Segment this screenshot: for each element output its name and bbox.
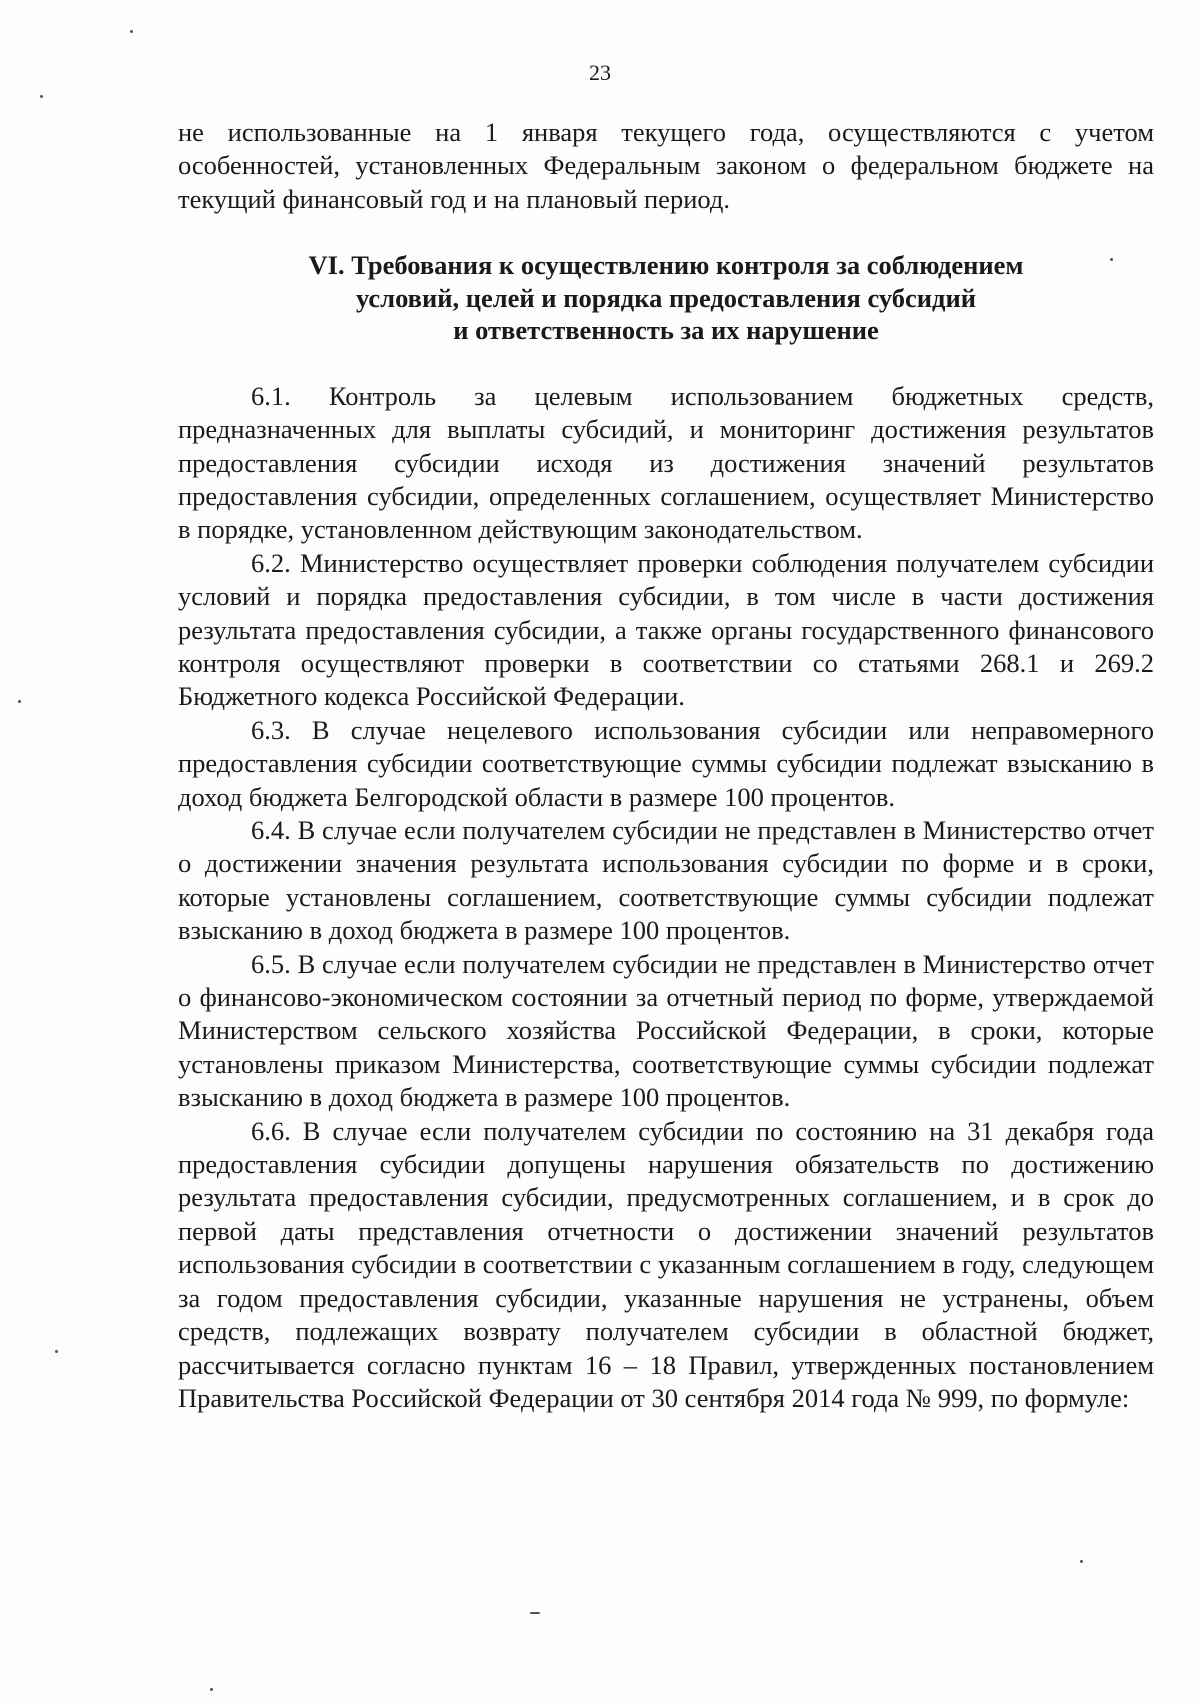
scan-speck: [1110, 258, 1113, 261]
scan-speck: [1080, 1560, 1083, 1563]
paragraph-6-6: 6.6. В случае если получателем субсидии по состоянию на 31 декабря года предоставления субсидии допущены нарушения обязательств по достижению результата предоставления субсидии, предусмотренных соглашением, и в срок до первой даты представления отчетности о достижении значений результатов использования субсидии в соответствии с указанным соглашением в году, следующем за годом предоставления субсидии, указанные нарушения не устранены, объем средств, подлежащих возврату получателем субсидии в областной бюджет, рассчитывается согласно пунктам 16 – 18 Правил, утвержденных постановлением Правительства Российской Федерации от 30 сентября 2014 года № 999, по формуле:: [178, 1115, 1154, 1413]
paragraph-6-1: 6.1. Контроль за целевым использованием бюджетных средств, предназначенных для выплаты субсидий, и мониторинг достижения результатов предоставления субсидии исходя из достижения значений результатов предоставления субсидии, определенных соглашением, осуществляет Министерство в порядке, установленном действующим законодательством.: [178, 380, 1154, 545]
scan-speck: [55, 1350, 58, 1353]
page-body: [178, 116, 1154, 1415]
scan-speck: [130, 30, 133, 33]
paragraph-6-4: 6.4. В случае если получателем субсидии не представлен в Министерство отчет о достижении значения результата использования субсидии по форме и в сроки, которые установлены соглашением, соответствующие суммы субсидии подлежат взысканию в доход бюджета в размере 100 процентов.: [178, 815, 1154, 946]
paragraph-6-3: 6.3. В случае нецелевого использования субсидии или неправомерного предоставления субсидии соответствующие суммы субсидии подлежат взысканию в доход бюджета Белгородской области в размере 100 процентов.: [178, 714, 1154, 812]
scan-speck: [18, 700, 21, 703]
page-number: 23: [589, 60, 611, 85]
scan-speck: [210, 1688, 213, 1691]
section-heading-line-2: условий, целей и порядка предоставления субсидий: [356, 282, 976, 313]
section-heading-line-1: VI. Требования к осуществлению контроля за соблюдением: [308, 250, 1024, 281]
intro-paragraph: не использованные на 1 января текущего года, осуществляются с учетом особенностей, установленных Федеральным законом о федеральном бюджете на текущий финансовый год и на плановый период.: [178, 117, 1154, 214]
paragraph-6-5: 6.5. В случае если получателем субсидии не представлен в Министерство отчет о финансово-экономическом состоянии за отчетный период по форме, утверждаемой Министерством сельского хозяйства Российской Федерации, в сроки, которые установлены приказом Министерства, соответствующие суммы субсидии подлежат взысканию в доход бюджета в размере 100 процентов.: [178, 948, 1154, 1113]
scan-speck: [530, 1612, 540, 1614]
section-heading: [178, 249, 1154, 347]
paragraph-6-2: 6.2. Министерство осуществляет проверки соблюдения получателем субсидии условий и порядка предоставления субсидии, в том числе в части достижения результата предоставления субсидии, а также органы государственного финансового контроля осуществляют проверки в соответствии со статьями 268.1 и 269.2 Бюджетного кодекса Российской Федерации.: [178, 547, 1154, 712]
scan-speck: [40, 95, 43, 98]
section-heading-line-3: и ответственность за их нарушение: [453, 315, 879, 346]
